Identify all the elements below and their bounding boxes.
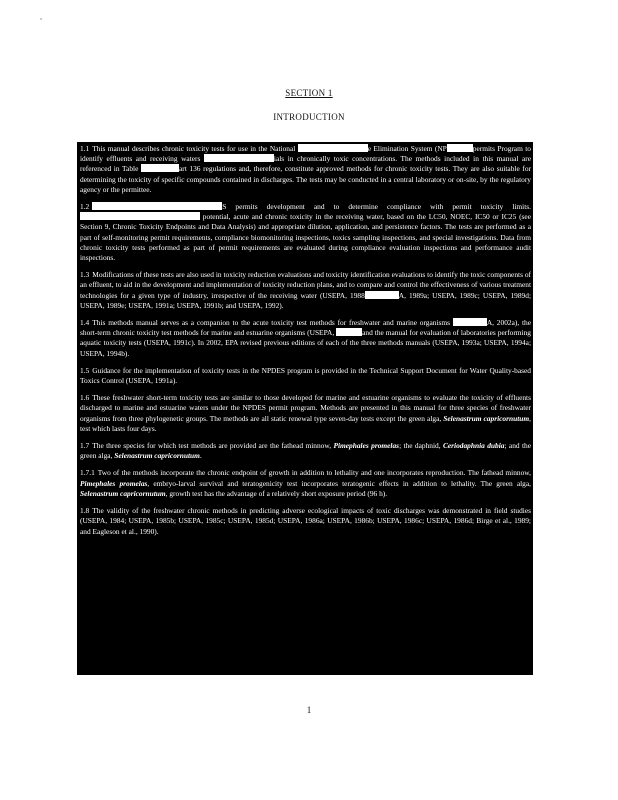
redaction-box [204,154,274,162]
paragraph-text: and the manual for evaluation of laboratories performing aquatic toxicity tests (USEPA, 1991c). In 2002, EPA revised previous editions of each of the three methods manuals (USEPA, 1993a; USEPA, 1994a; USEPA, 1994b). [80,328,532,358]
paragraph [80,506,531,537]
paragraph-text: These freshwater short-term toxicity tests are similar to those developed for marine and estuarine organisms to evaluate the toxicity of effluents discharged to marine and estuarine waters under the NPDES permit program. Methods are presented in this manual for three species of freshwater organisms from three phylogenetic groups. The methods are all static renewal type seven-day tests except the green alga, [80,393,531,423]
paragraph [80,270,531,311]
redaction-box [365,291,399,299]
paragraph [80,202,531,263]
paragraph-text: , embryo-larval survival and teratogenicity test incorporates teratogenic effects in addition to lethality. The green alga, [147,478,531,488]
paragraph-number: 1.1 [80,144,90,153]
species-name: Pimephales promelas [333,441,400,451]
paragraph [80,144,531,195]
redaction-box [298,144,368,152]
paragraph-text: art 136 regulations and, therefore, constitute approved methods for chronic toxicity tests. They are also suitable for determining the toxicity of specific compounds contained in discharges. The tests may be conducted in a central laboratory or on-site, by the regulatory agency or the permittee. [80,164,531,194]
redaction-box [80,212,200,220]
paragraph-text: S permits development and to determine compliance with permit toxicity limits. [222,202,531,212]
scan-speck [40,18,42,20]
species-name: Ceriodaphnia dubia [442,441,505,451]
paragraph-text: e Elimination System (NP [367,144,447,153]
paragraph [80,468,531,499]
paragraph-number: 1.4 [80,318,90,328]
redaction-box [453,318,487,326]
paragraph [80,393,531,434]
species-name: Pimephales promelas [80,478,148,488]
paragraph [80,366,531,386]
paragraph [80,441,531,461]
paragraph-text: The three species for which test methods are provided are the fathead minnow, [92,441,334,451]
paragraph-text: A, 1989a; USEPA, 1989c; USEPA, 1989d; USEPA, 1989e; USEPA, 1991a; USEPA, 1991b; and USEPA, 1992). [80,290,531,310]
paragraph [80,318,531,359]
paragraph-text: A, 2002a), the short-term chronic toxicity test methods for marine and estuarine organisms (USEPA, [80,318,532,338]
paragraph-text: permits Program to identify effluents and receiving waters [80,144,531,164]
paragraph-number: 1.7.1 [80,468,95,478]
redaction-box [447,144,473,152]
species-name: Selenastrum capricornutum [114,451,200,461]
paragraph-number: 1.6 [80,393,90,403]
paragraph-text: ; the daphnid, [399,441,443,451]
paragraph-text: Guidance for the implementation of toxicity tests in the NPDES program is provided in the Technical Support Document for Water Quality-based Toxics Control (USEPA, 1991a). [80,365,531,386]
paragraph-text: Two of the methods incorporate the chronic endpoint of growth in addition to lethality and one incorporates reproduction. The fathead minnow, [97,468,531,478]
paragraph-text: , test which lasts four days. [80,413,531,433]
paragraph-number: 1.2 [80,202,90,212]
paragraph-text: . [199,451,202,461]
paragraph-text: , growth test has the advantage of a relatively short exposure period (96 h). [165,488,388,498]
paragraph-text: ; and the green alga, [80,441,531,461]
paragraph-text: potential, acute and chronic toxicity in the receiving water, based on the LC50, NOEC, IC50 or IC25 (see Section 9, Chronic Toxicity Endpoints and Data Analysis) and appropriate dilution, application, and persistence factors. The tests are performed as a part of self-monitoring permit requirements, compliance biomonitoring inspections, toxics sampling inspections, and special investigations. Data from chronic toxicity tests performed as part of permit requirements are evaluated during compliance evaluation inspections and performance audit inspections. [80,212,531,263]
paragraph-text: Modifications of these tests are also used in toxicity reduction evaluations and toxicity identification evaluations to identify the toxic components of an effluent, to aid in the development and implementation of toxicity reduction plans, and to compare and control the effectiveness of various treatment technologies for a given type of industry, irrespective of the receiving water (USEPA, 1988 [80,270,531,300]
redaction-box [336,328,362,336]
species-name: Selenastrum capricornutum [443,413,530,423]
paragraph-number: 1.8 [80,506,90,516]
redaction-box [92,202,222,210]
paragraph-number: 1.5 [80,365,90,375]
section-heading: SECTION 1 [285,88,333,98]
paragraph-text: This methods manual serves as a companion to the acute toxicity test methods for freshwater and marine organisms [92,318,453,328]
page-number: 1 [306,705,312,715]
body-text-block [77,142,533,675]
paragraph-text: This manual describes chronic toxicity tests for use in the National [92,144,298,153]
redaction-box [141,164,179,172]
species-name: Selenastrum capricornutum [80,488,166,498]
paragraph-text: ials in chronically toxic concentrations. The methods included in this manual are referenced in Table [80,154,531,174]
paragraph-number: 1.3 [80,270,90,280]
page-title: INTRODUCTION [273,112,345,122]
paragraph-text: The validity of the freshwater chronic methods in predicting adverse ecological impacts of toxic discharges was demonstrated in field studies (USEPA, 1984; USEPA, 1985b; USEPA, 1985c; USEPA, 1985d; USEPA, 1986a; USEPA, 1986b; USEPA, 1986c; USEPA, 1986d; Birge et al., 1989; and Eagleson et al., 1990). [80,506,531,536]
paragraph-number: 1.7 [80,441,90,451]
